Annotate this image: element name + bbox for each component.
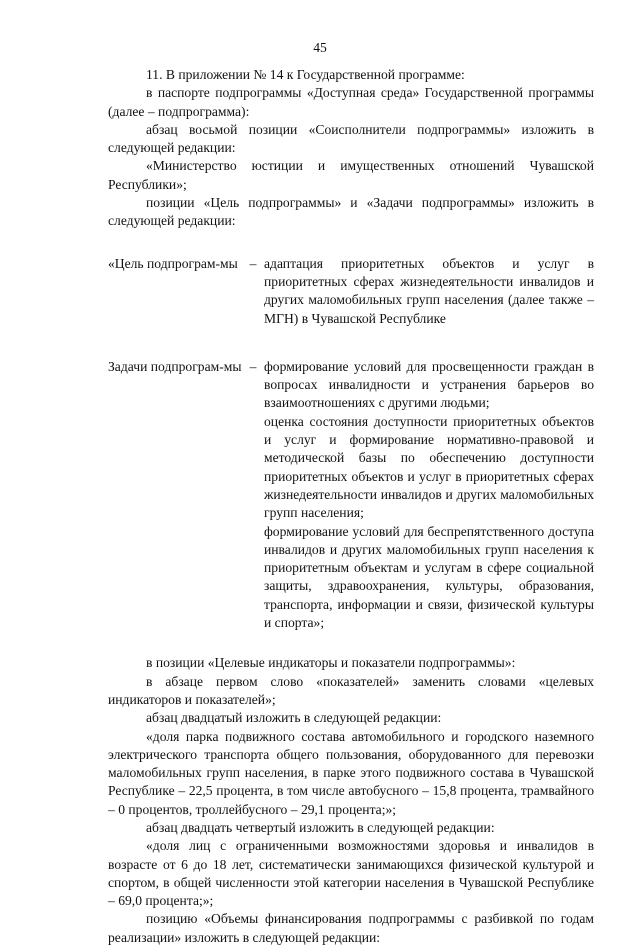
goal-dash: – — [249, 255, 257, 271]
paragraph: в паспорте подпрограммы «Доступная среда» Государственной программы (далее – подпрограмма): — [108, 85, 594, 119]
paragraph: «доля парка подвижного состава автомобильного и городского наземного электрического транспорта общего пользования, оборудованного для перевозки маломобильных групп населения, в парке этого подвижного состава в Чувашской Республике – 22,5 процента, в том числе автобусного – 15,8 процента, трамвайного – 0 процентов, троллейбусного – 29,1 процента;»; — [108, 728, 594, 817]
tasks-dash: – — [249, 358, 257, 374]
task-item: формирование условий для просвещенности граждан в вопросах инвалидности и устранения барьеров во взаимоотношениях с другими людьми; — [264, 358, 594, 411]
goal-label: «Цель подпрограм-мы — [108, 255, 238, 271]
paragraph: позицию «Объемы финансирования подпрограммы с разбивкой по годам реализации» изложить в следующей редакции: — [108, 911, 594, 945]
paragraph: абзац восьмой позиции «Соисполнители подпрограммы» изложить в следующей редакции: — [108, 121, 594, 156]
paragraph: «доля лиц с ограниченными возможностями здоровья и инвалидов в возрасте от 6 до 18 лет, систематически занимающихся физической культурой и спортом, в общей численности этой категории населения в Чувашской Республике – 69,0 процента;»; — [108, 838, 594, 909]
tasks-label: Задачи подпрограм-мы — [108, 358, 242, 374]
document-body — [108, 66, 594, 947]
paragraph: позиции «Цель подпрограммы» и «Задачи подпрограммы» изложить в следующей редакции: — [108, 195, 594, 229]
task-item: формирование условий для беспрепятственного доступа инвалидов и других маломобильных групп населения к приоритетным объектам и услугам в сфере социальной защиты, здравоохранения, культуры, образования, транспорта, информации и связи, физической культуры и спорта»; — [264, 523, 594, 631]
goal-value: адаптация приоритетных объектов и услуг в приоритетных сферах жизнедеятельности инвалидов и других маломобильных групп населения (далее также – МГН) в Чувашской Республике — [264, 255, 594, 326]
paragraph: абзац двадцать четвертый изложить в следующей редакции: — [146, 819, 495, 835]
tasks-row — [108, 358, 594, 632]
paragraph: абзац двадцатый изложить в следующей редакции: — [146, 710, 442, 726]
paragraph: в абзаце первом слово «показателей» заменить словами «целевых индикаторов и показателей»; — [108, 673, 594, 707]
paragraph: в позиции «Целевые индикаторы и показатели подпрограммы»: — [146, 655, 516, 671]
page-number: 45 — [313, 40, 327, 55]
goal-row — [108, 255, 594, 328]
paragraph: 11. В приложении № 14 к Государственной программе: — [146, 67, 465, 82]
task-item: оценка состояния доступности приоритетных объектов и услуг и формирование нормативно-правовой и методической базы по обеспечению доступности приоритетных объектов и услуг в приоритетных сферах жизнедеятельности инвалидов и других маломобильных групп населения; — [264, 413, 594, 521]
paragraph: «Министерство юстиции и имущественных отношений Чувашской Республики»; — [108, 158, 594, 192]
